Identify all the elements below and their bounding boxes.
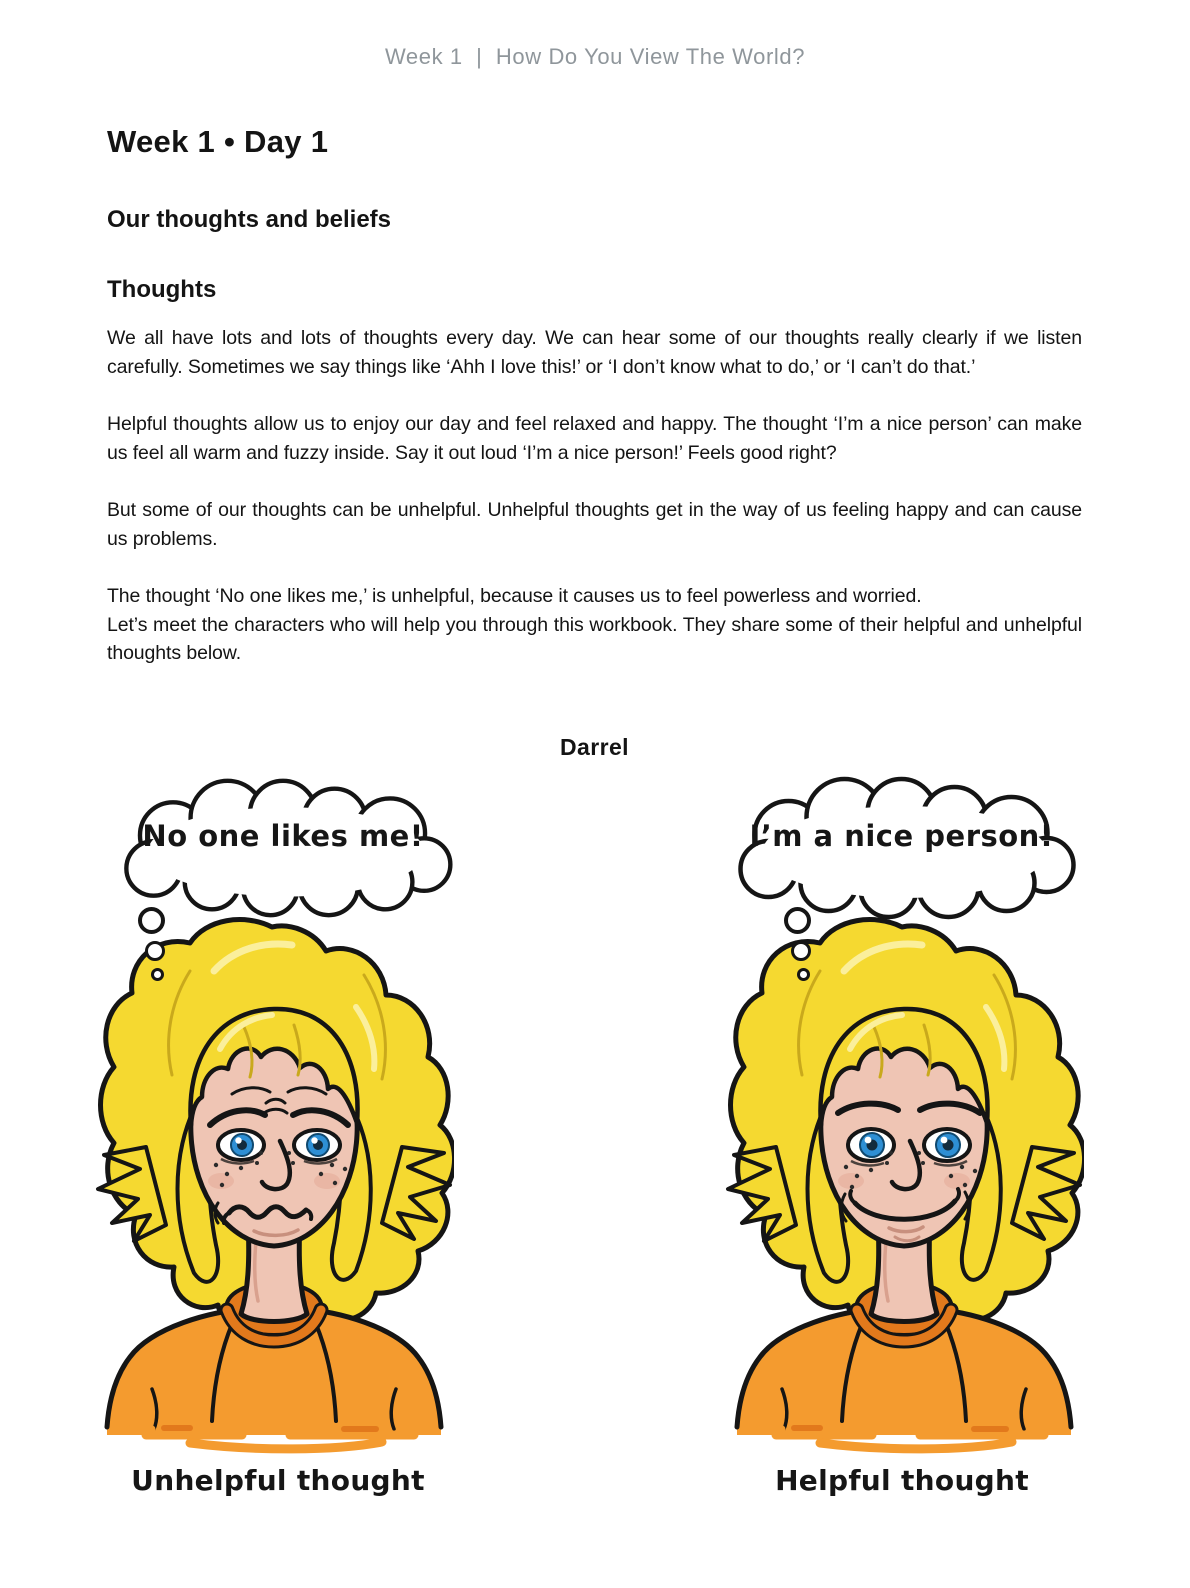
thought-trail (784, 907, 1102, 981)
thought-trail-dot (138, 907, 165, 934)
character-name: Darrel (560, 733, 629, 760)
page-content (0, 124, 1190, 761)
page-title: Week 1 • Day 1 (107, 124, 329, 159)
figures-row (0, 773, 1190, 1497)
paragraph: Helpful thoughts allow us to enjoy our day and feel relaxed and happy. The thought ‘I’m a nice person’ can make us feel all warm and fuzzy inside. Say it out loud ‘I’m a nice person!’ Feels good right? (107, 413, 1082, 464)
thought-bubble (78, 773, 478, 923)
boy-worried-illustration (94, 911, 454, 1456)
paragraph: But some of our thoughts can be unhelpful. Unhelpful thoughts get in the way of us feeling happy and can cause us problems. (107, 499, 1082, 550)
caption-helpful-thought: Helpful thought (775, 1463, 1029, 1497)
figure-helpful (702, 773, 1102, 1497)
thought-trail-dot (784, 907, 811, 934)
thought-bubble-text: No one likes me! (142, 818, 424, 853)
thought-trail-dot (145, 941, 165, 961)
paragraph: Let’s meet the characters who will help you through this workbook. They share some of their helpful and unhelpful thoughts below. (107, 613, 1082, 664)
thought-bubble (702, 773, 1102, 923)
section-heading: Our thoughts and beliefs (107, 206, 392, 233)
body-text (107, 324, 1082, 668)
paragraph: We all have lots and lots of thoughts every day. We can hear some of our thoughts really clearly if we listen carefully. Sometimes we say things like ‘Ahh I love this!’ or ‘I don’t know what to do,’ or ‘I can’t do that.’ (107, 327, 1082, 378)
thought-trail (138, 907, 478, 981)
caption-unhelpful-thought: Unhelpful thought (131, 1463, 425, 1497)
boy-happy-illustration (724, 911, 1084, 1456)
thought-bubble-text: I’m a nice person! (749, 818, 1054, 853)
paragraph: The thought ‘No one likes me,’ is unhelpful, because it causes us to feel powerless and worried. (107, 585, 922, 607)
thought-trail-dot (791, 941, 811, 961)
subsection-heading: Thoughts (107, 276, 217, 303)
thought-trail-dot (151, 968, 164, 981)
thought-trail-dot (797, 968, 810, 981)
figure-unhelpful (78, 773, 478, 1497)
running-header: Week 1 | How Do You View The World? (384, 44, 806, 69)
